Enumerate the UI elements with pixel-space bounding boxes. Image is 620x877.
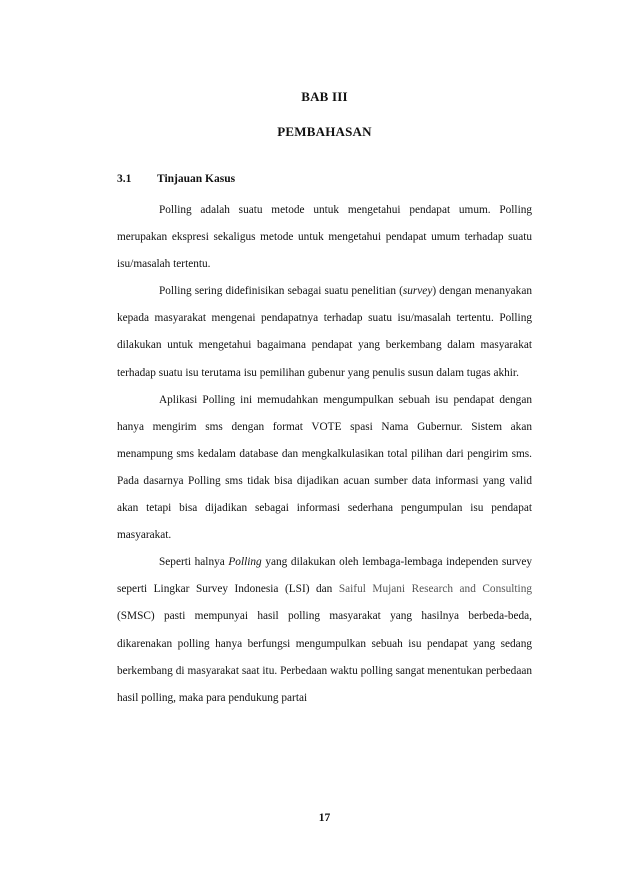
paragraph-1 [117,197,532,278]
chapter-title: PEMBAHASAN [277,124,372,139]
chapter-number: BAB III [301,89,348,104]
paragraph-1-text: Polling adalah suatu metode untuk mengetahui pendapat umum. Polling merupakan ekspresi sekaligus metode untuk mengetahui pendapat umum terhadap suatu isu/masalah tertentu. [117,204,532,271]
paragraph-4-pre: Seperti halnya [159,556,229,569]
paragraph-3 [117,387,532,550]
paragraph-4-post: (SMSC) pasti mempunyai hasil polling masyarakat yang hasilnya berbeda-beda, dikarenakan polling hanya berfungsi mengumpulkan sebuah isu pendapat yang sedang berkembang di masyarakat saat itu. Perbedaan waktu polling sangat menentukan perbedaan hasil polling, maka para pendukung partai [117,610,532,704]
paragraph-4-gray-text: Saiful Mujani Research and Consulting [338,583,532,596]
page-number: 17 [318,812,331,824]
body-text [117,197,532,712]
paragraph-2-pre: Polling sering didefinisikan sebagai suatu penelitian ( [159,285,403,298]
paragraph-2-italic: survey [402,285,433,298]
paragraph-4 [117,549,532,712]
section-title: Tinjauan Kasus [157,173,236,185]
paragraph-2 [117,278,532,386]
section-heading [117,173,235,185]
paragraph-4-italic: Polling [228,556,262,569]
paragraph-3-text: Aplikasi Polling ini memudahkan mengumpulkan sebuah isu pendapat dengan hanya mengirim sms dengan format VOTE spasi Nama Gubernur. Sistem akan menampung sms kedalam database dan mengkalkulasikan total pilihan dari pengirim sms. Pada dasarnya Polling sms tidak bisa dijadikan acuan sumber data informasi yang valid akan tetapi bisa dijadikan sebagai informasi sederhana pengumpulan isu pendapat masyarakat. [117,393,532,542]
paragraph-2-post: ) dengan menanyakan kepada masyarakat mengenai pendapatnya terhadap suatu isu/masalah tertentu. Polling dilakukan untuk mengetahui bagaimana pendapat yang berkembang dalam masyarakat terhadap suatu isu terutama isu pemilihan gubenur yang penulis susun dalam tugas akhir. [117,285,532,379]
paragraph-4-mid: yang dilakukan oleh lembaga-lembaga independen survey seperti Lingkar Survey Indonesia (LSI) dan [117,556,532,596]
section-number: 3.1 [117,173,132,185]
